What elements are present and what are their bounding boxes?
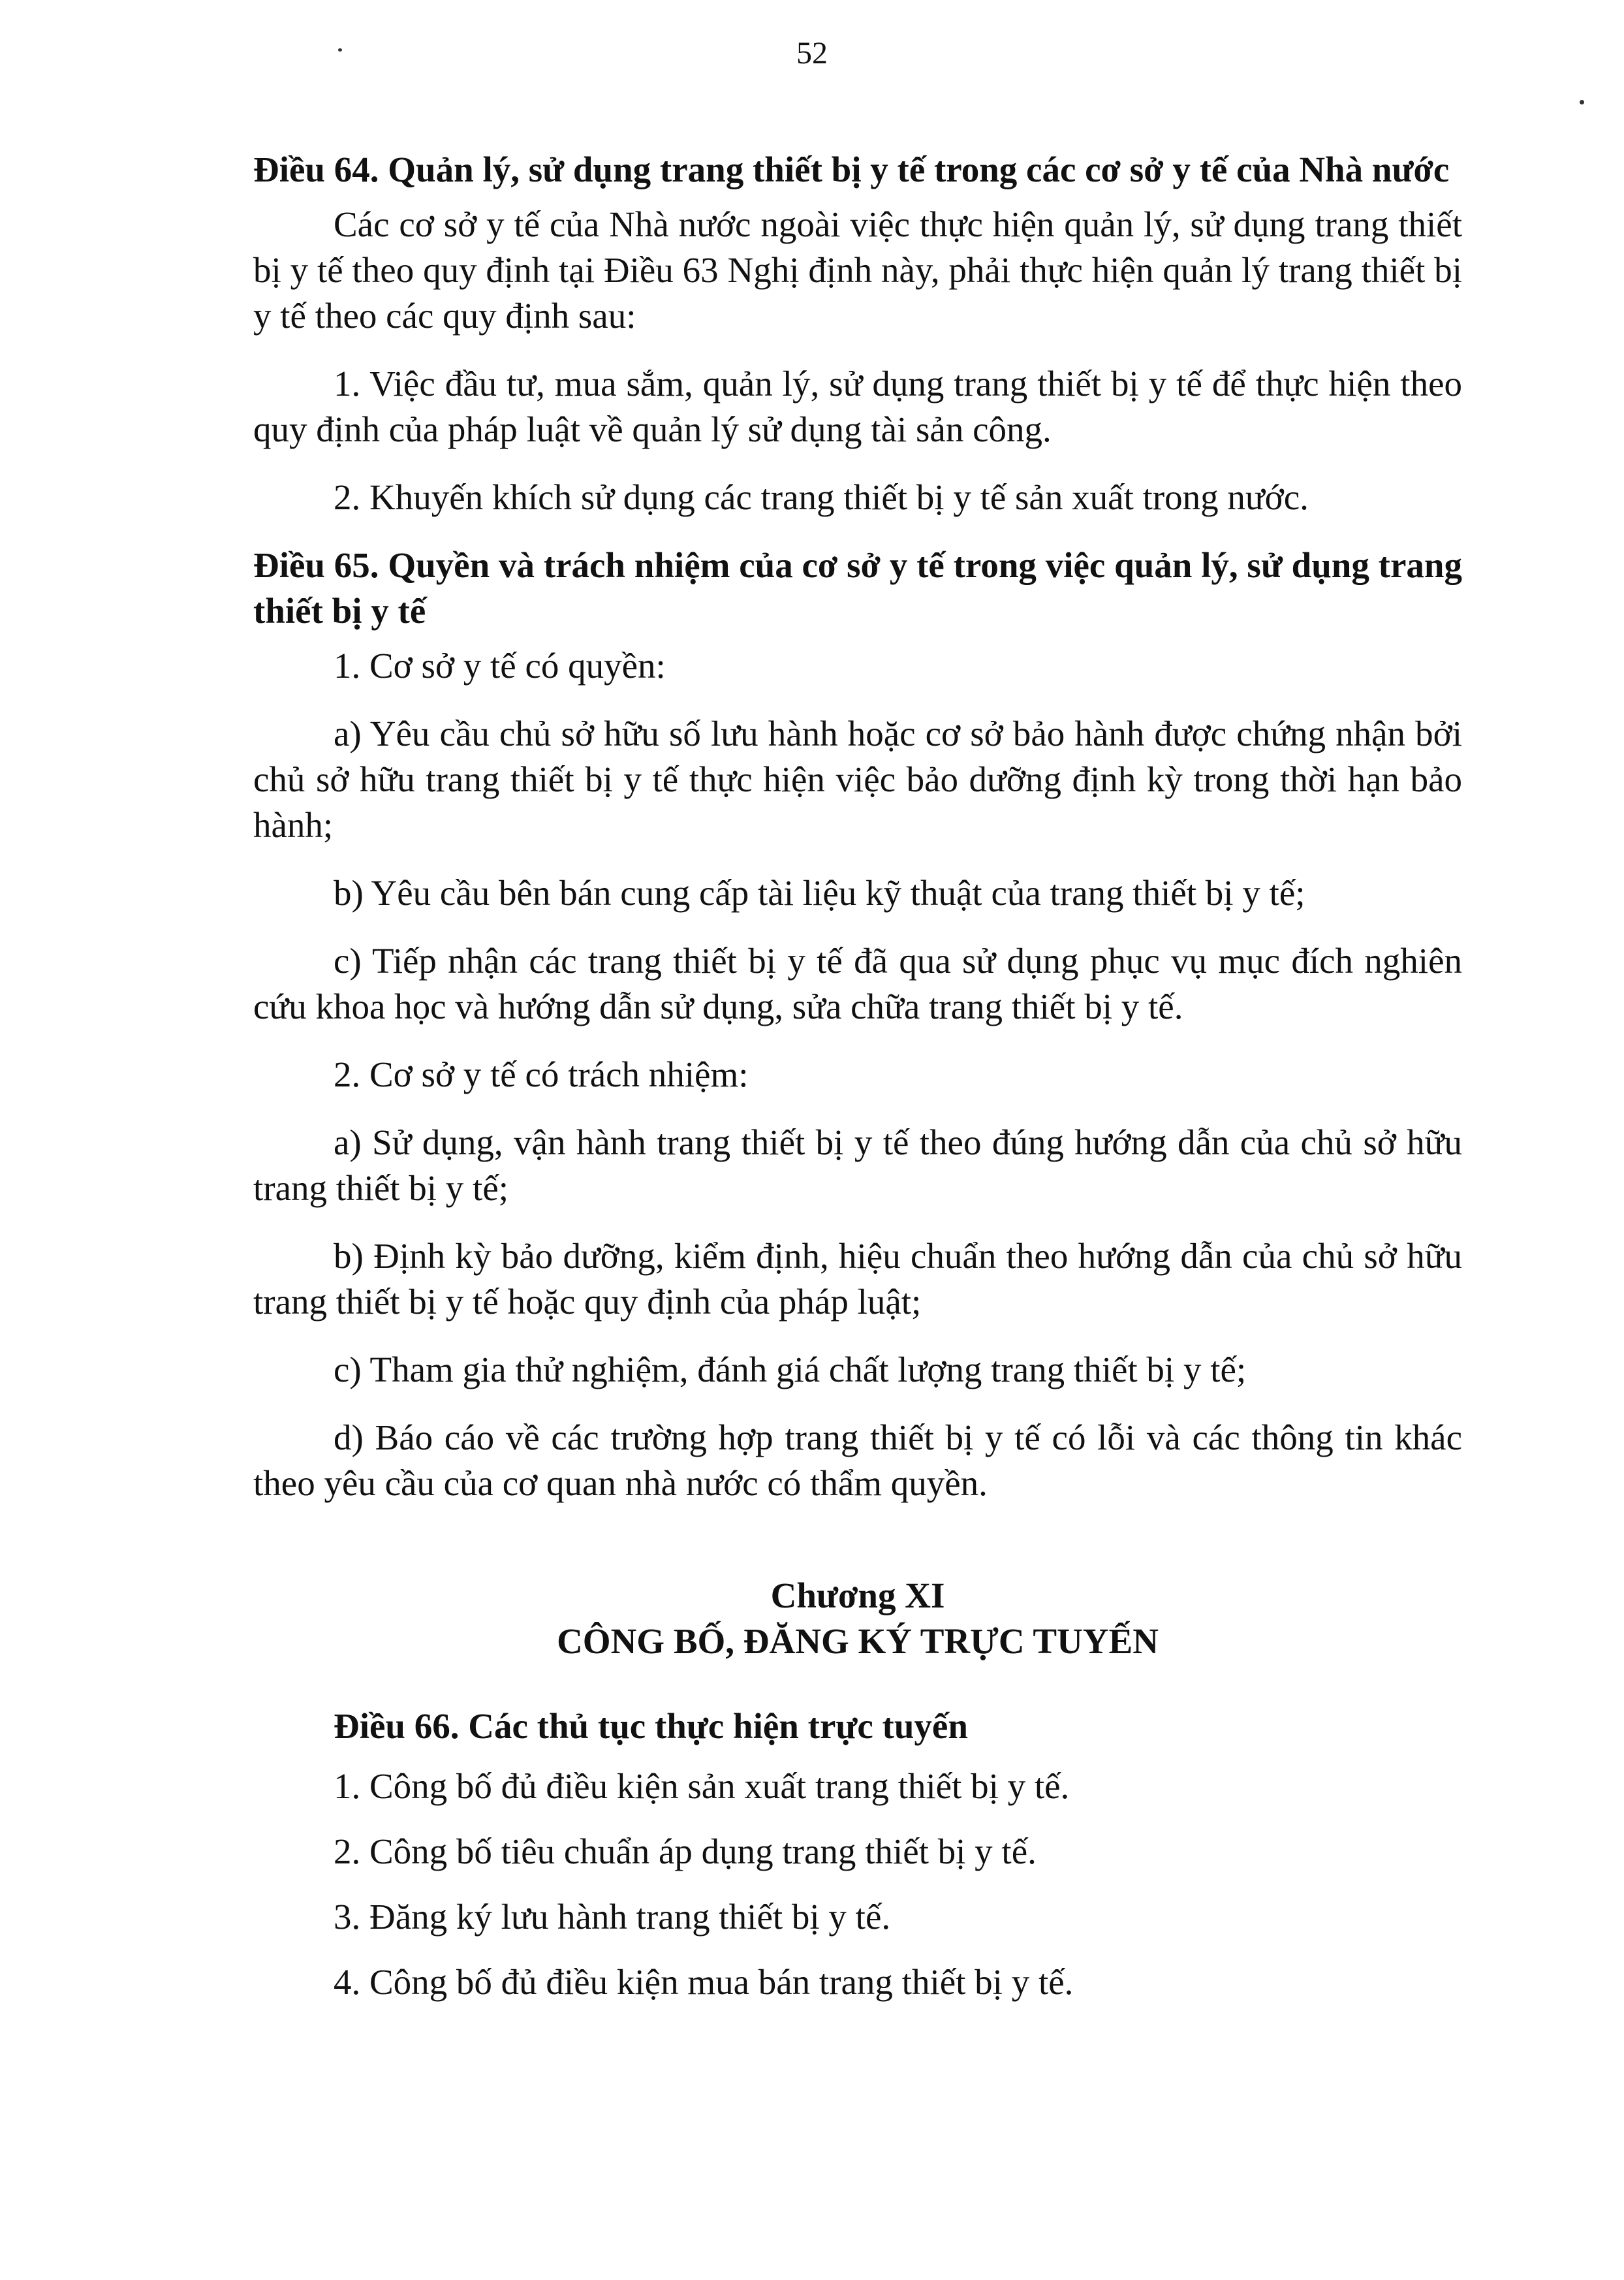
article-65-duty: b) Định kỳ bảo dưỡng, kiểm định, hiệu chuẩn theo hướng dẫn của chủ sở hữu trang thiết bị y tế hoặc quy định của pháp luật; [253, 1236, 1462, 1322]
article-66 [253, 1703, 1462, 2005]
scan-speck [1580, 100, 1584, 104]
document-body [253, 147, 1462, 2025]
article-65-duty: c) Tham gia thử nghiệm, đánh giá chất lượng trang thiết bị y tế; [334, 1350, 1247, 1389]
article-64-item: 1. Việc đầu tư, mua sắm, quản lý, sử dụng trang thiết bị y tế để thực hiện theo quy định của pháp luật về quản lý sử dụng tài sản công. [253, 364, 1462, 449]
scan-speck [338, 48, 342, 52]
article-65-duties-heading: 2. Cơ sở y tế có trách nhiệm: [334, 1054, 749, 1094]
article-65-right: c) Tiếp nhận các trang thiết bị y tế đã qua sử dụng phục vụ mục đích nghiên cứu khoa học và hướng dẫn sử dụng, sửa chữa trang thiết bị y tế. [253, 941, 1462, 1026]
article-65-right: b) Yêu cầu bên bán cung cấp tài liệu kỹ thuật của trang thiết bị y tế; [334, 873, 1305, 913]
chapter-heading [253, 1573, 1462, 1664]
page-number: 52 [796, 36, 828, 71]
chapter-title: CÔNG BỐ, ĐĂNG KÝ TRỰC TUYẾN [557, 1621, 1159, 1661]
chapter-number: Chương XI [770, 1575, 945, 1615]
article-65-duty: a) Sử dụng, vận hành trang thiết bị y tế theo đúng hướng dẫn của chủ sở hữu trang thiết bị y tế; [253, 1122, 1462, 1208]
article-65-title: Điều 65. Quyền và trách nhiệm của cơ sở y tế trong việc quản lý, sử dụng trang thiết bị y tế [253, 545, 1462, 631]
article-64-title: Điều 64. Quản lý, sử dụng trang thiết bị y tế trong các cơ sở y tế của Nhà nước [253, 150, 1450, 189]
article-65-duty: d) Báo cáo về các trường hợp trang thiết bị y tế có lỗi và các thông tin khác theo yêu cầu của cơ quan nhà nước có thẩm quyền. [253, 1417, 1462, 1503]
article-64 [253, 147, 1462, 520]
article-66-item: 4. Công bố đủ điều kiện mua bán trang thiết bị y tế. [334, 1962, 1074, 2002]
article-66-item: 2. Công bố tiêu chuẩn áp dụng trang thiết bị y tế. [334, 1831, 1037, 1871]
article-64-item: 2. Khuyến khích sử dụng các trang thiết bị y tế sản xuất trong nước. [334, 477, 1309, 517]
article-66-title: Điều 66. Các thủ tục thực hiện trực tuyến [334, 1706, 968, 1746]
article-64-intro: Các cơ sở y tế của Nhà nước ngoài việc thực hiện quản lý, sử dụng trang thiết bị y tế theo quy định tại Điều 63 Nghị định này, phải thực hiện quản lý trang thiết bị y tế theo các quy định sau: [253, 204, 1462, 336]
article-65-right: a) Yêu cầu chủ sở hữu số lưu hành hoặc cơ sở bảo hành được chứng nhận bởi chủ sở hữu trang thiết bị y tế thực hiện việc bảo dưỡng định kỳ trong thời hạn bảo hành; [253, 714, 1462, 845]
article-66-item: 1. Công bố đủ điều kiện sản xuất trang thiết bị y tế. [334, 1766, 1070, 1806]
article-65-rights-heading: 1. Cơ sở y tế có quyền: [334, 646, 666, 686]
article-65 [253, 543, 1462, 1506]
article-66-item: 3. Đăng ký lưu hành trang thiết bị y tế. [334, 1897, 891, 1937]
